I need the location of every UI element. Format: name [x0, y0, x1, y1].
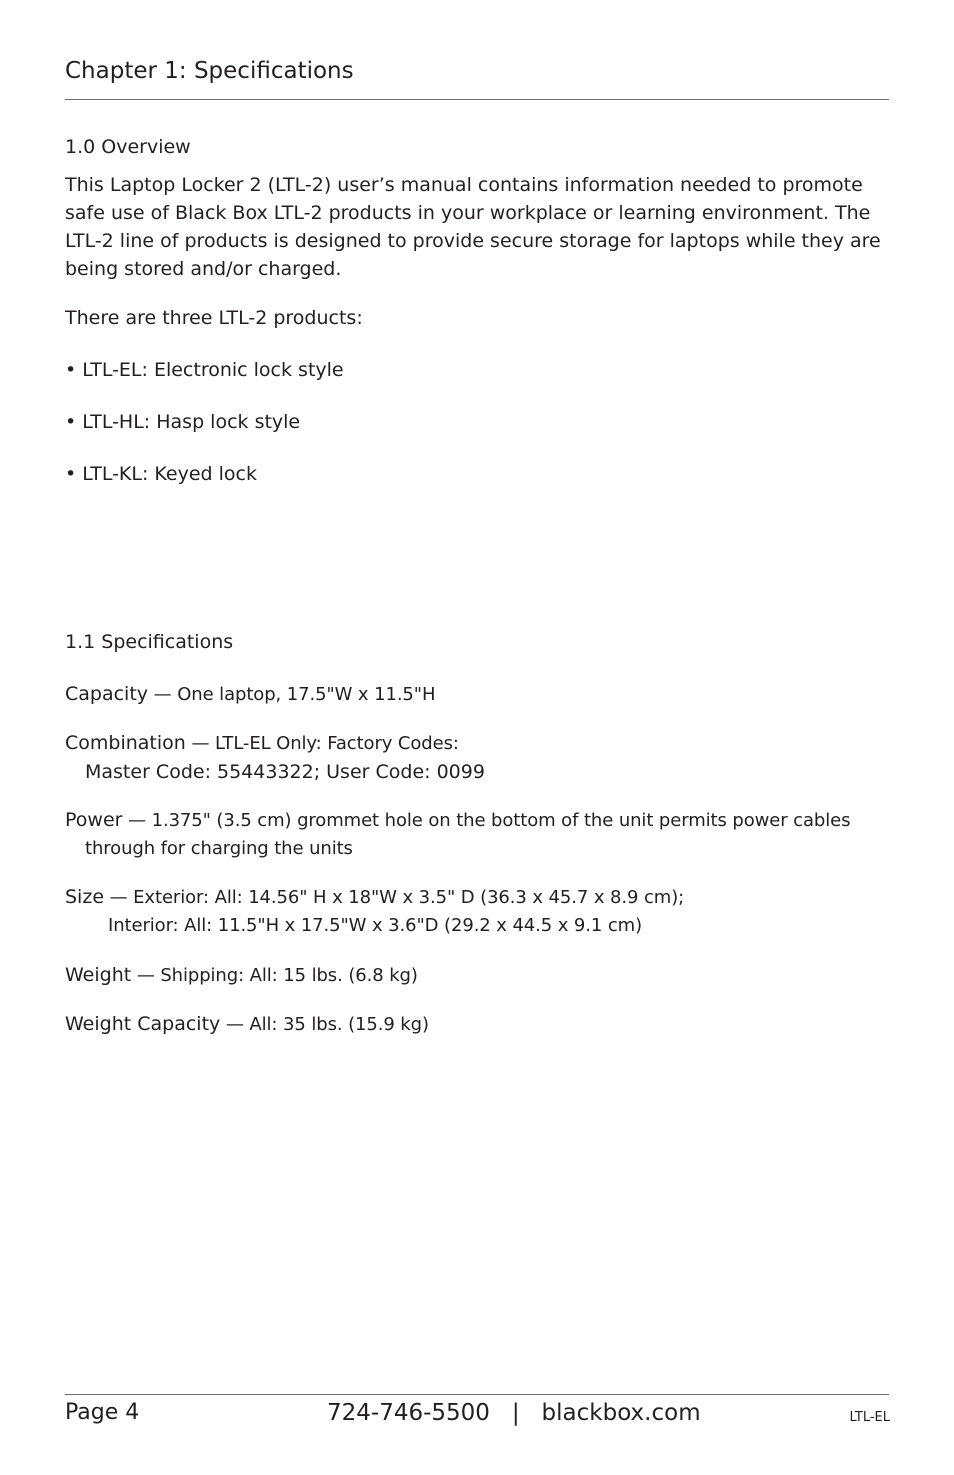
- page-number: Page 4: [65, 1400, 140, 1425]
- spec-desc: — 1.375" (3.5 cm) grommet hole on the bottom of the unit permits power cables: [122, 810, 851, 831]
- spec-size: [65, 883, 684, 940]
- spec-power: [65, 806, 850, 863]
- overview-paragraph: This Laptop Locker 2 (LTL-2) user’s manual contains information needed to promote safe use of Black Box LTL-2 products in your workplace or learning environment. The LTL-2 line of products is designed to provide secure storage for laptops while they are being stored and/or charged.: [65, 174, 881, 280]
- spec-term: Combination: [65, 732, 186, 754]
- footer-model: LTL-EL: [849, 1410, 890, 1425]
- specifications-heading: 1.1 Specifications: [65, 631, 234, 653]
- product-item-ltl-kl: • LTL-KL: Keyed lock: [65, 463, 258, 485]
- product-item-ltl-el: • LTL-EL: Electronic lock style: [65, 359, 344, 381]
- spec-combination: [65, 729, 485, 786]
- products-intro: There are three LTL-2 products:: [65, 307, 363, 329]
- spec-term: Power: [65, 809, 123, 831]
- header-rule: [65, 99, 889, 100]
- spec-desc: — One laptop, 17.5"W x 11.5"H: [148, 684, 436, 705]
- overview-heading: 1.0 Overview: [65, 136, 191, 158]
- spec-desc: — Exterior: All: 14.56" H x 18"W x 3.5" D (36.3 x 45.7 x 8.9 cm);: [104, 887, 685, 908]
- chapter-title: Chapter 1: Specifications: [65, 58, 354, 84]
- footer-contact: [327, 1400, 701, 1426]
- spec-desc: — All: 35 lbs. (15.9 kg): [220, 1014, 429, 1035]
- spec-term: Weight Capacity: [65, 1013, 221, 1035]
- product-item-ltl-hl: • LTL-HL: Hasp lock style: [65, 411, 301, 433]
- spec-term: Size: [65, 886, 105, 908]
- footer-rule: [65, 1394, 889, 1395]
- footer-contact-text: 724-746-5500 | blackbox.com: [327, 1400, 701, 1426]
- spec-term: Capacity: [65, 683, 149, 705]
- spec-weight: [65, 961, 418, 990]
- spec-weight-capacity: [65, 1010, 429, 1039]
- spec-desc: — Shipping: All: 15 lbs. (6.8 kg): [131, 965, 418, 986]
- spec-continuation: Interior: All: 11.5"H x 17.5"W x 3.6"D (29.2 x 44.5 x 9.1 cm): [108, 915, 643, 936]
- spec-term: Weight: [65, 964, 132, 986]
- spec-desc: — LTL-EL Only: Factory Codes:: [185, 733, 459, 754]
- spec-capacity: [65, 680, 435, 709]
- spec-continuation: Master Code: 55443322; User Code: 0099: [85, 761, 485, 783]
- spec-continuation: through for charging the units: [85, 838, 353, 859]
